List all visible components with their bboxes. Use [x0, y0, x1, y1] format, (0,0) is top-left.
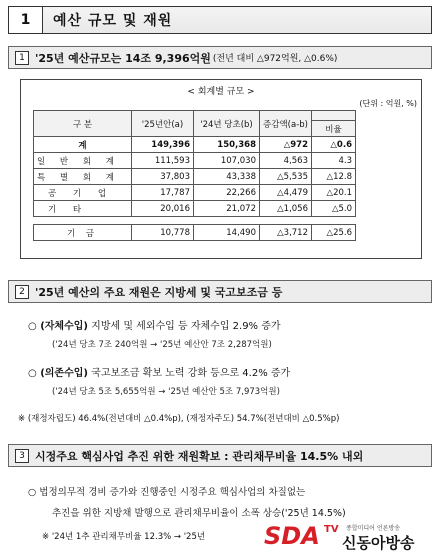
title-box [8, 6, 432, 34]
table-header-row [34, 111, 356, 121]
col-diff: 증감액(a-b) [260, 111, 312, 137]
section1-number: 1 [15, 51, 29, 65]
section3-para1: ○ 법정의무적 경비 증가와 진행중인 시정주요 핵심사업의 차질없는 [28, 487, 306, 498]
item-dependent-revenue: ○ (의존수입) 국고보조금 확보 노력 강화 등으로 4.2% 증가 [28, 368, 291, 379]
table-row: 공 기 업 17,787 22,266 △4,479 △20.1 [34, 185, 356, 201]
section3-heading [8, 444, 432, 467]
fiscal-note: ※ (재정자립도) 46.4%(전년대비 △0.4%p), (재정자주도) 54.7%(전년대비 △0.5%p) [18, 414, 340, 424]
table-row: 기 타 20,016 21,072 △1,056 △5.0 [34, 201, 356, 217]
title-number: 1 [9, 7, 43, 33]
col-y24: '24년 당초(b) [194, 111, 260, 137]
section1-heading-small: (전년 대비 △972억원, △0.6%) [212, 54, 338, 64]
col-y25: '25년안(a) [132, 111, 194, 137]
table-row: 특 별 회 계 37,803 43,338 △5,535 △12.8 [34, 169, 356, 185]
budget-table-box [20, 79, 422, 259]
section3-note: ※ '24년 1추 관리채무비율 12.3% → '25년 [42, 532, 206, 542]
table-title: < 회계별 규모 > [187, 87, 255, 97]
sda-tv-logo [262, 518, 438, 554]
section3-number: 3 [15, 449, 29, 463]
section1-heading-main: '25년 예산규모는 14조 9,396억원 [35, 51, 211, 65]
logo-tv: TV [324, 524, 339, 535]
budget-table [33, 110, 356, 241]
section2-number: 2 [15, 285, 29, 299]
col-category: 구 분 [34, 111, 132, 137]
section3-para2: 추진을 위한 지방채 발행으로 관리채무비율이 소폭 상승('25년 14.5%) [52, 508, 346, 519]
logo-mark: SDA [264, 522, 320, 550]
table-unit: (단위 : 억원, %) [359, 99, 417, 108]
item-self-revenue: ○ (자체수입) 지방세 및 세외수입 등 자체수입 2.9% 증가 [28, 321, 281, 332]
logo-tagline: 종합미디어 언론방송 [346, 525, 401, 532]
page-title: 예산 규모 및 재원 [43, 7, 431, 33]
section1-heading [8, 46, 432, 69]
section2-heading [8, 280, 432, 303]
table-row-fund: 기 금 10,778 14,490 △3,712 △25.6 [34, 225, 356, 241]
item-self-revenue-detail: ('24년 당초 7조 240억원 → '25년 예산안 7조 2,287억원) [52, 340, 272, 350]
col-rate: 비율 [312, 121, 356, 137]
item-dependent-revenue-detail: ('24년 당초 5조 5,655억원 → '25년 예산안 5조 7,973억원) [52, 387, 280, 397]
table-row: 계 149,396 150,368 △972 △0.6 [34, 137, 356, 153]
logo-name: 신동아방송 [342, 534, 415, 552]
table-row: 일 반 회 계 111,593 107,030 4,563 4.3 [34, 153, 356, 169]
section2-heading-text: '25년 예산의 주요 재원은 지방세 및 국고보조금 등 [35, 285, 283, 299]
section3-heading-text: 시정주요 핵심사업 추진 위한 재원확보 : 관리채무비율 14.5% 내외 [35, 449, 364, 463]
